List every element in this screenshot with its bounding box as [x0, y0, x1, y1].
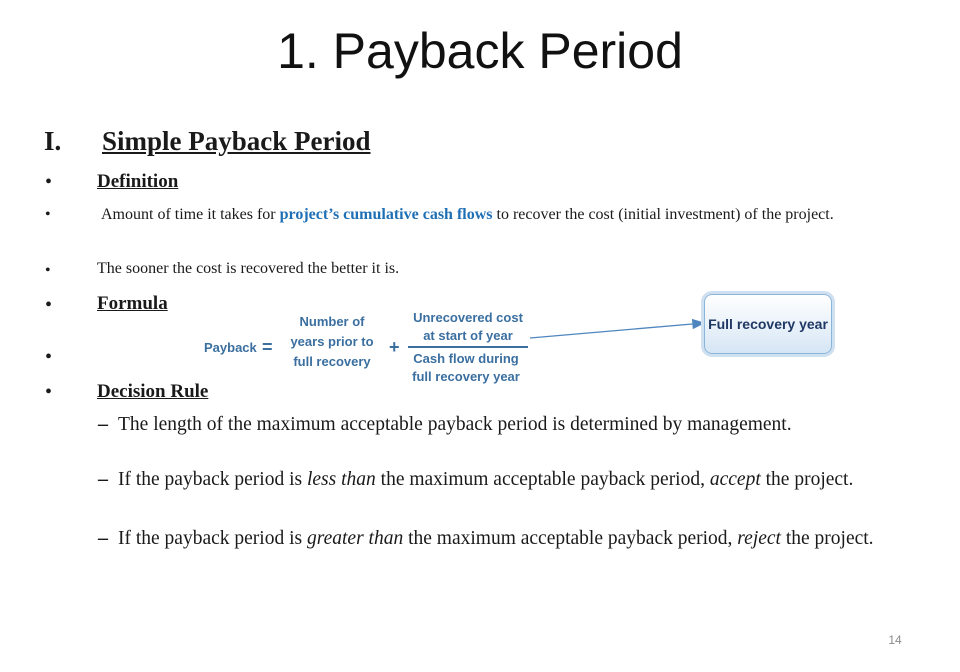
formula-denominator-line-2: full recovery year	[412, 369, 520, 384]
dash-marker: –	[98, 527, 108, 549]
formula-lhs: Payback	[204, 340, 257, 355]
formula-heading: Formula	[97, 293, 168, 314]
bullet-marker: •	[45, 171, 53, 193]
formula-numerator-line-2: at start of year	[423, 328, 513, 343]
full-recovery-year-callout: Full recovery year	[704, 294, 832, 354]
dash-marker: –	[98, 468, 108, 490]
definition-heading: Definition	[97, 171, 179, 192]
formula-years-line-1: Number of	[299, 314, 365, 329]
bullet-marker: •	[45, 206, 51, 223]
decision-rule-1: The length of the maximum acceptable payback period is determined by management.	[118, 414, 792, 435]
formula-denominator-line-1: Cash flow during	[413, 351, 519, 366]
formula-plus: +	[389, 337, 400, 357]
bullet-marker: •	[45, 294, 53, 316]
callout-arrow	[530, 323, 704, 338]
definition-highlight: project’s cumulative cash flows	[279, 206, 493, 223]
page-number: 14	[888, 633, 902, 647]
definition-text: Amount of time it takes for project’s cumulative cash flows to recover the cost (initial investment) of the project.	[101, 206, 834, 223]
bullet-marker: •	[45, 346, 53, 368]
decision-rule-3: If the payback period is greater than the maximum acceptable payback period, reject the project.	[118, 528, 874, 549]
bullet-marker: •	[45, 381, 53, 403]
formula-numerator-line-1: Unrecovered cost	[413, 310, 523, 325]
section-title: Simple Payback Period	[102, 126, 371, 156]
formula-equals: =	[262, 337, 273, 357]
section-number: I.	[44, 126, 62, 156]
bullet-marker: •	[45, 262, 51, 279]
formula-years-line-3: full recovery	[293, 354, 371, 369]
slide-title: 1. Payback Period	[277, 23, 683, 79]
definition-note: The sooner the cost is recovered the better it is.	[97, 260, 400, 277]
decision-rule-2: If the payback period is less than the maximum acceptable payback period, accept the project.	[118, 469, 854, 490]
decision-rule-heading: Decision Rule	[97, 381, 209, 402]
formula-years-line-2: years prior to	[290, 334, 374, 349]
dash-marker: –	[98, 413, 108, 435]
